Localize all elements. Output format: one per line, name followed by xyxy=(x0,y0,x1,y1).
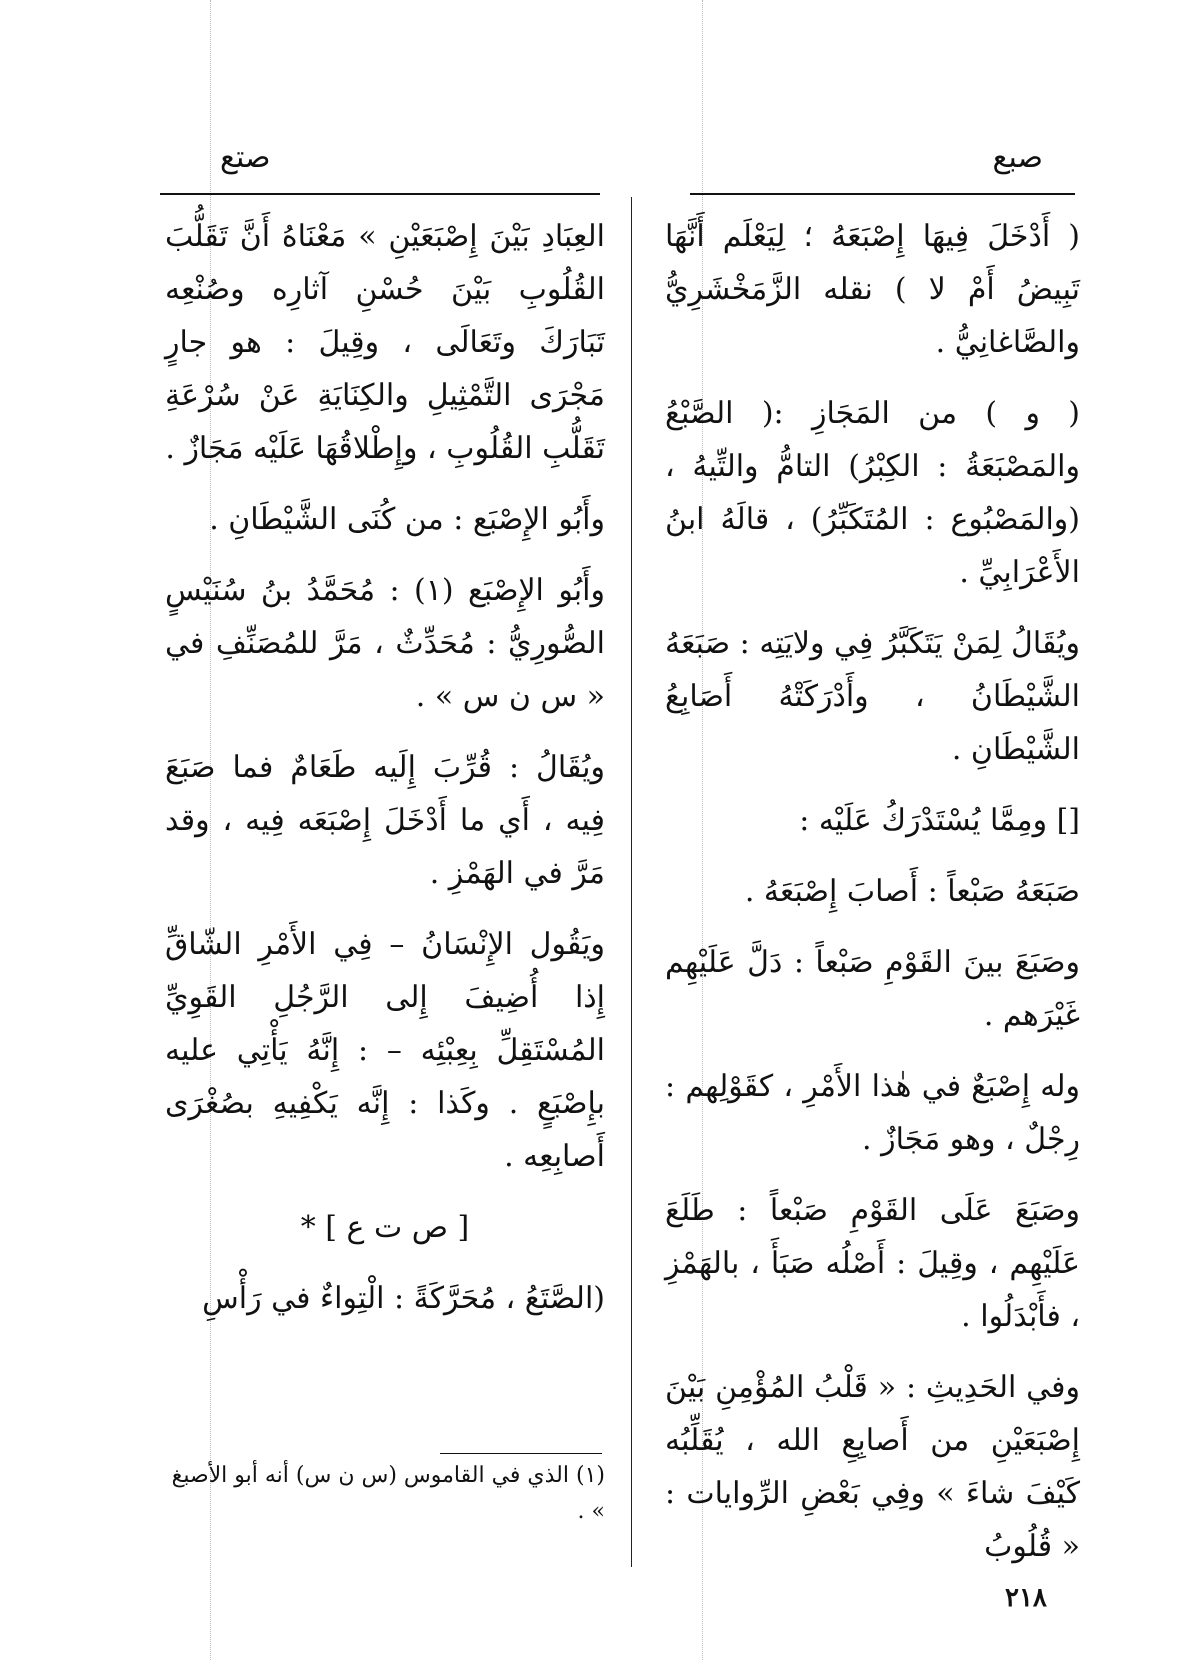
page-number: ٢١٨ xyxy=(1005,1583,1047,1613)
paragraph: وأَبُو الإِصْبَع (١) : مُحَمَّدُ بنُ سُنَيْسٍ الصُّورِيُّ : مُحَدِّثٌ ، مَرَّ للمُصَنِّفِ في « س ن س » . xyxy=(165,573,605,714)
running-header-right: صبع xyxy=(992,140,1043,175)
paragraph: وأَبُو الإِصْبَع : من كُنَى الشَّيْطَانِ . xyxy=(209,502,605,537)
right-column xyxy=(665,210,1080,1591)
header-rule-left xyxy=(160,193,600,195)
paragraph: ( و ) من المَجَازِ :( الصَّبْعُ والمَصْبَعَةُ : الكِبْرُ) التامُّ والتِّيهُ ،(والمَصْبُوع : المُتَكَبِّرُ) ، قالَهُ ابنُ الأَعْرَابِيِّ . xyxy=(665,396,1080,590)
paragraph: صَبَعَهُ صَبْعاً : أَصابَ إِصْبَعَهُ . xyxy=(744,874,1080,909)
footnote-rule xyxy=(440,1453,602,1454)
header-rule-right xyxy=(690,193,1075,195)
paragraph: وصَبَعَ عَلَى القَوْمِ صَبْعاً : طَلَعَ عَلَيْهِم ، وقِيلَ : أَصْلُه صَبَأَ ، بالهَمْزِ ، فأَبْدَلُوا . xyxy=(665,1193,1080,1334)
paragraph: وصَبَعَ بينَ القَوْمِ صَبْعاً : دَلَّ عَلَيْهِم غَيْرَهم . xyxy=(665,945,1080,1033)
footnote: (١) الذي في القاموس (س ن س) أنه أبو الأصبغ » . xyxy=(171,1463,605,1524)
paragraph: [] ومِمَّا يُسْتَدْرَكُ عَلَيْه : xyxy=(799,803,1080,838)
paragraph: ويُقَالُ لِمَنْ يَتَكَبَّرُ فِي ولايَتِه : صَبَعَهُ الشَّيْطَانُ ، وأَدْرَكَتْهُ أَصَابِعُ الشَّيْطَانِ . xyxy=(665,626,1080,767)
paragraph: وله إِصْبَعٌ في هٰذا الأَمْرِ ، كقَوْلِهم : رِجْلٌ ، وهو مَجَازٌ . xyxy=(665,1069,1080,1157)
paragraph: (الصَّتَعُ ، مُحَرَّكَةً : الْتِواءٌ في رَأْسِ xyxy=(202,1281,605,1316)
paragraph: وفي الحَدِيثِ : « قَلْبُ المُؤْمِنِ بَيْنَ إِصْبَعَيْنِ من أَصابِعِ الله ، يُقَلِّبُه كَيْفَ شاءَ » وفِي بَعْضِ الرِّوايات : « قُلُوبُ xyxy=(665,1370,1080,1564)
paragraph: ويُقَالُ : قُرِّبَ إِلَيه طَعَامٌ فما صَبَعَ فِيه ، أَي ما أَدْخَلَ إِصْبَعَه فِيه ، وقد مَرَّ في الهَمْزِ . xyxy=(165,750,605,891)
running-header-left: صتع xyxy=(220,140,271,175)
left-column xyxy=(165,210,605,1343)
paragraph: ( أَدْخَلَ فِيهَا إِصْبَعَهُ ؛ لِيَعْلَم أَنَّهَا تَبِيضُ أَمْ لا ) نقله الزَّمَخْشَرِيُّ والصَّاغانِيُّ . xyxy=(665,219,1080,360)
paragraph: ويَقُول الإِنْسَانُ – فِي الأَمْرِ الشّاقِّ إِذا أُضِيفَ إِلى الرَّجُلِ القَوِيِّ المُسْتَقِلِّ بِعِبْئِه – : إِنَّهُ يَأْتِي عليه بإِصْبَعٍ . وكَذا : إِنَّه يَكْفِيهِ بصُغْرَى أَصابِعِه . xyxy=(165,927,605,1174)
column-separator xyxy=(631,197,632,1567)
entry-heading: [ ص ت ع ] * xyxy=(300,1210,470,1245)
paragraph: العِبَادِ بَيْنَ إِصْبَعَيْنِ » مَعْنَاهُ أَنَّ تَقَلُّبَ القُلُوبِ بَيْنَ حُسْنِ آثارِه وصُنْعِه تَبَارَكَ وتَعَالَى ، وقِيلَ : هو جارٍ مَجْرَى التَّمْثِيلِ والكِنَايَةِ عَنْ سُرْعَةِ تَقَلُّبِ القُلُوبِ ، وإِطْلاقُهَا عَلَيْه مَجَازٌ . xyxy=(165,219,605,466)
